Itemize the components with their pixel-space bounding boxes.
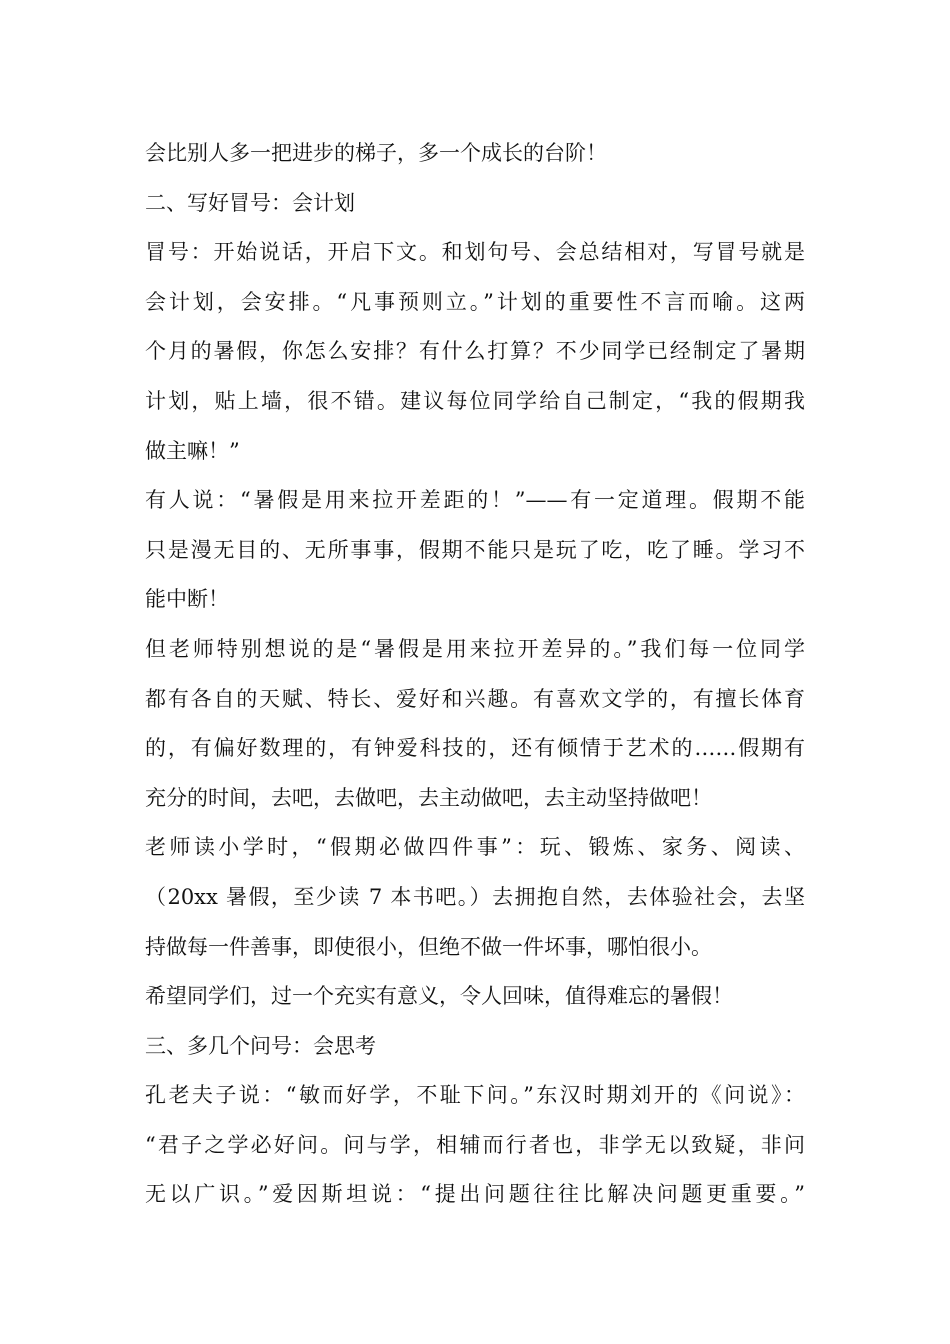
text-line: 个月的暑假，你怎么安排？有什么打算？不少同学已经制定了暑期: [145, 339, 805, 364]
text-line: 都有各自的天赋、特长、爱好和兴趣。有喜欢文学的，有擅长体育: [145, 686, 805, 711]
text-line: 有人说：“暑假是用来拉开差距的！”——有一定道理。假期不能: [145, 488, 805, 513]
text-line: 孔老夫子说：“敏而好学，不耻下问。”东汉时期刘开的《问说》：: [145, 1083, 805, 1108]
text-line: 计划，贴上墙，很不错。建议每位同学给自己制定，“我的假期我: [145, 388, 805, 413]
text-line: 冒号：开始说话，开启下文。和划句号、会总结相对，写冒号就是: [145, 240, 805, 265]
text-line: 但老师特别想说的是“暑假是用来拉开差异的。”我们每一位同学: [145, 636, 805, 661]
text-line: 无以广识。”爱因斯坦说：“提出问题往往比解决问题更重要。”: [145, 1182, 805, 1207]
text-line: 持做每一件善事，即使很小，但绝不做一件坏事，哪怕很小。: [145, 934, 712, 959]
text-line: 充分的时间，去吧，去做吧，去主动做吧，去主动坚持做吧！: [145, 785, 712, 810]
section-heading: 三、多几个问号：会思考: [145, 1033, 376, 1058]
text-line: 老师读小学时，“假期必做四件事”：玩、锻炼、家务、阅读、: [145, 835, 805, 860]
text-line: 能中断！: [145, 587, 229, 612]
text-line: 会计划，会安排。“凡事预则立。”计划的重要性不言而喻。这两: [145, 289, 805, 314]
body-text: [145, 129, 805, 1220]
text-line: “君子之学必好问。问与学，相辅而行者也，非学无以致疑，非问: [145, 1132, 805, 1157]
section-heading: 二、写好冒号：会计划: [145, 190, 355, 215]
text-line: 希望同学们，过一个充实有意义，令人回味，值得难忘的暑假！: [145, 984, 733, 1009]
text-line: （20xx 暑假，至少读 7 本书吧。）去拥抱自然，去体验社会，去坚: [145, 884, 805, 909]
text-line: 的，有偏好数理的，有钟爱科技的，还有倾情于艺术的……假期有: [145, 736, 805, 761]
text-line: 会比别人多一把进步的梯子，多一个成长的台阶！: [145, 141, 607, 165]
text-line: 做主嘛！”: [145, 438, 240, 463]
text-line: 只是漫无目的、无所事事，假期不能只是玩了吃，吃了睡。学习不: [145, 537, 805, 562]
